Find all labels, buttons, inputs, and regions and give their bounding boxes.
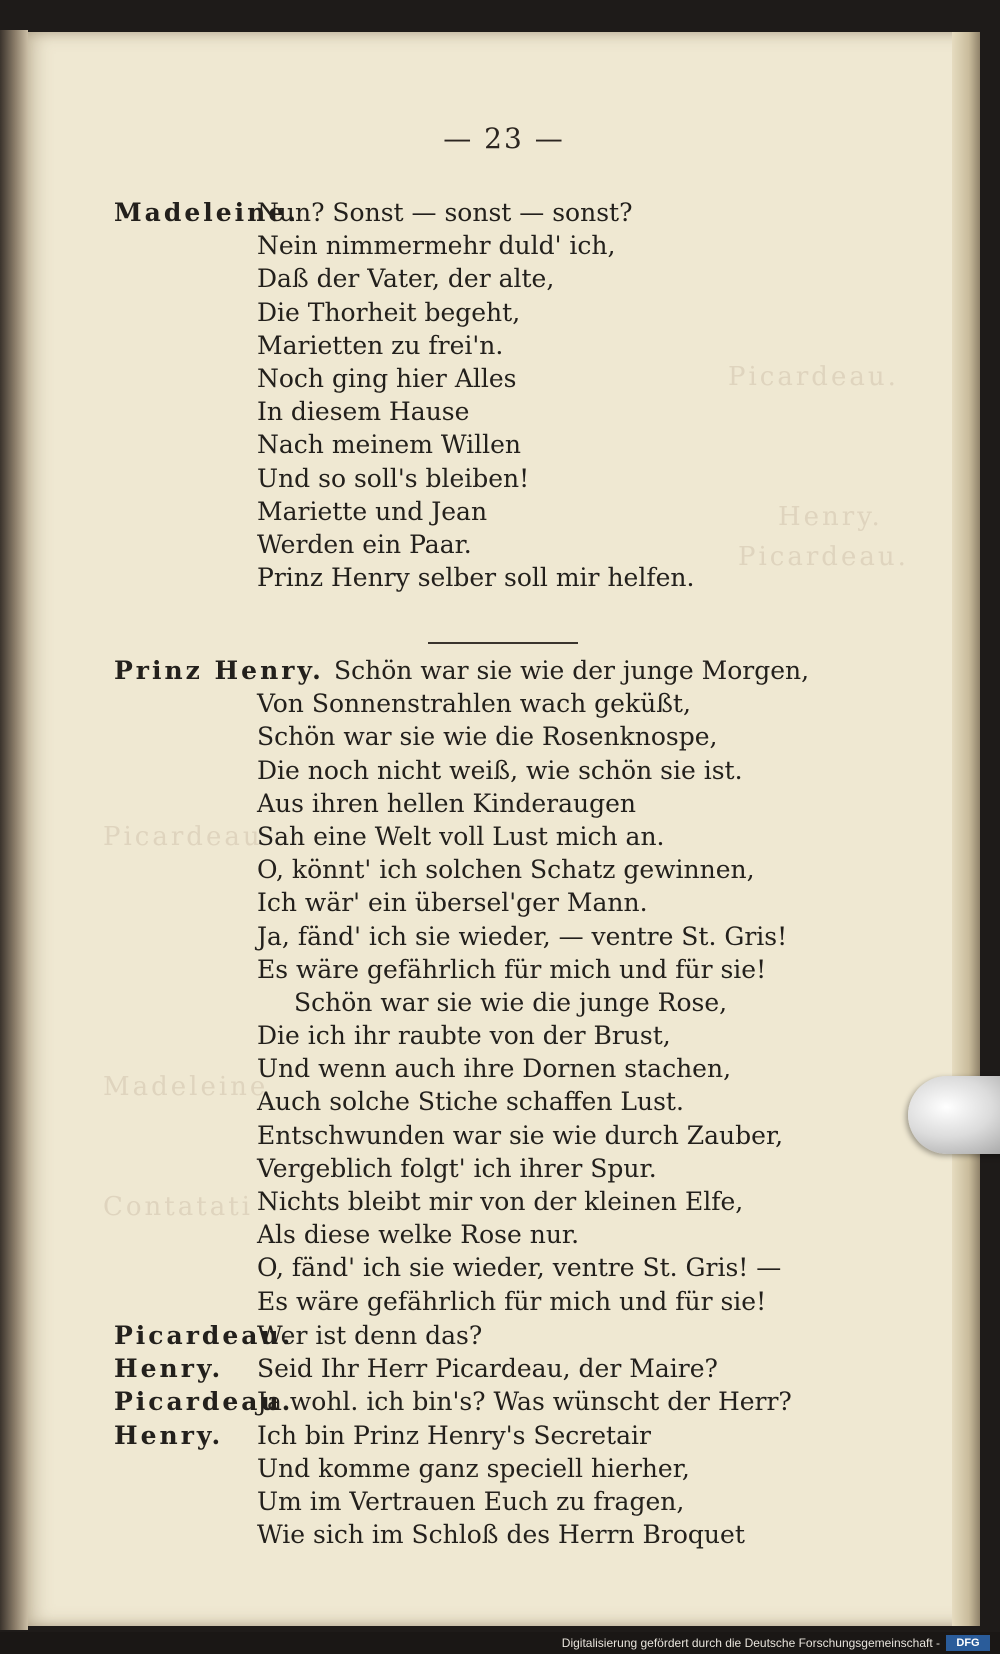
book-spine-edge	[0, 30, 28, 1630]
book-page	[28, 32, 980, 1626]
verse-line: Sah eine Welt voll Lust mich an.	[257, 821, 665, 851]
bleed-through: Picardeau	[103, 822, 263, 852]
verse-line: Und wenn auch ihre Dornen stachen,	[257, 1054, 732, 1084]
dfg-logo: DFG	[946, 1635, 990, 1651]
verse-line: Als diese welke Rose nur.	[257, 1220, 580, 1250]
verse-line: Und so soll's bleiben!	[257, 463, 530, 493]
verse-line: Werden ein Paar.	[257, 529, 472, 559]
verse-line: Nun? Sonst — sonst — sonst?	[257, 198, 633, 227]
prinz-henry-speech	[114, 654, 894, 1318]
bleed-through: Picardeau.	[728, 362, 899, 392]
speaker-name: Henry.	[114, 1420, 224, 1450]
verse-line: Ich wär' ein übersel'ger Mann.	[257, 888, 648, 918]
verse-line: Nach meinem Willen	[257, 430, 522, 460]
verse-line: Wie sich im Schloß des Herrn Broquet	[257, 1520, 745, 1550]
footer-bar	[0, 1632, 1000, 1654]
verse-line: Prinz Henry selber soll mir helfen.	[257, 563, 695, 593]
speaker-name: Henry.	[114, 1354, 224, 1384]
madeleine-speech	[114, 196, 894, 594]
dialogue-text: Wer ist denn das?	[257, 1321, 483, 1350]
bleed-through: Picardeau.	[738, 542, 909, 572]
verse-line: Schön war sie wie der junge Morgen,	[334, 656, 810, 685]
verse-line: Aus ihren hellen Kinderaugen	[257, 788, 636, 818]
dialogue-line	[114, 1319, 894, 1352]
verse-line: O, könnt' ich solchen Schatz gewinnen,	[257, 855, 755, 885]
verse-line: Es wäre gefährlich für mich und für sie!	[257, 954, 767, 984]
verse-line: Die ich ihr raubte von der Brust,	[257, 1021, 671, 1051]
bleed-through: Henry.	[778, 502, 883, 532]
verse-line: Ja, fänd' ich sie wieder, — ventre St. Gris!	[257, 921, 788, 951]
dialogue-text: Ich bin Prinz Henry's Secretair	[257, 1420, 651, 1450]
bleed-through: Contatati	[103, 1192, 253, 1222]
dialogue-text: Seid Ihr Herr Picardeau, der Maire?	[257, 1354, 718, 1384]
verse-line: Marietten zu frei'n.	[257, 330, 504, 360]
speaker-name: Picardeau.	[114, 1387, 294, 1417]
verse-line: Auch solche Stiche schaffen Lust.	[257, 1087, 684, 1117]
page-edge	[952, 32, 980, 1626]
bleed-through: Madeleine	[103, 1072, 269, 1102]
section-divider	[428, 642, 578, 644]
verse-line: Um im Vertrauen Euch zu fragen,	[257, 1486, 685, 1516]
speaker-name: Picardeau.	[114, 1321, 294, 1350]
dialogue-line	[114, 1419, 894, 1452]
speech-line	[114, 196, 894, 229]
verse-line: O, fänd' ich sie wieder, ventre St. Gris! —	[257, 1253, 782, 1283]
verse-line: Schön war sie wie die Rosenknospe,	[257, 722, 718, 752]
verse-line: Die Thorheit begeht,	[257, 297, 521, 327]
verse-line: Von Sonnenstrahlen wach geküßt,	[257, 689, 691, 719]
verse-line: Vergeblich folgt' ich ihrer Spur.	[257, 1153, 657, 1183]
verse-line: Und komme ganz speciell hierher,	[257, 1453, 690, 1483]
verse-line: Schön war sie wie die junge Rose,	[294, 987, 728, 1017]
dialogue-block	[114, 1319, 894, 1551]
dialogue-line	[114, 1352, 894, 1385]
footer-credit: Digitalisierung gefördert durch die Deutsche Forschungsgemeinschaft -	[561, 1636, 940, 1650]
verse-line: Es wäre gefährlich für mich und für sie!	[257, 1286, 767, 1316]
page-number: — 23 —	[443, 122, 565, 155]
verse-line: Noch ging hier Alles	[257, 363, 517, 393]
verse-line: Nein nimmermehr duld' ich,	[257, 231, 616, 261]
verse-line: Entschwunden war sie wie durch Zauber,	[257, 1120, 784, 1150]
speaker-name: Madeleine.	[114, 198, 299, 227]
verse-line: Die noch nicht weiß, wie schön sie ist.	[257, 755, 743, 785]
verse-line: Mariette und Jean	[257, 496, 488, 526]
speech-line	[114, 654, 894, 687]
speaker-name: Prinz Henry.	[114, 656, 324, 685]
page-clip	[908, 1076, 1000, 1154]
dialogue-line	[114, 1385, 894, 1418]
verse-line: Daß der Vater, der alte,	[257, 264, 555, 294]
verse-line: Nichts bleibt mir von der kleinen Elfe,	[257, 1187, 744, 1216]
verse-line: In diesem Hause	[257, 397, 470, 427]
dialogue-text: Ja wohl. ich bin's? Was wünscht der Herr?	[257, 1387, 792, 1417]
